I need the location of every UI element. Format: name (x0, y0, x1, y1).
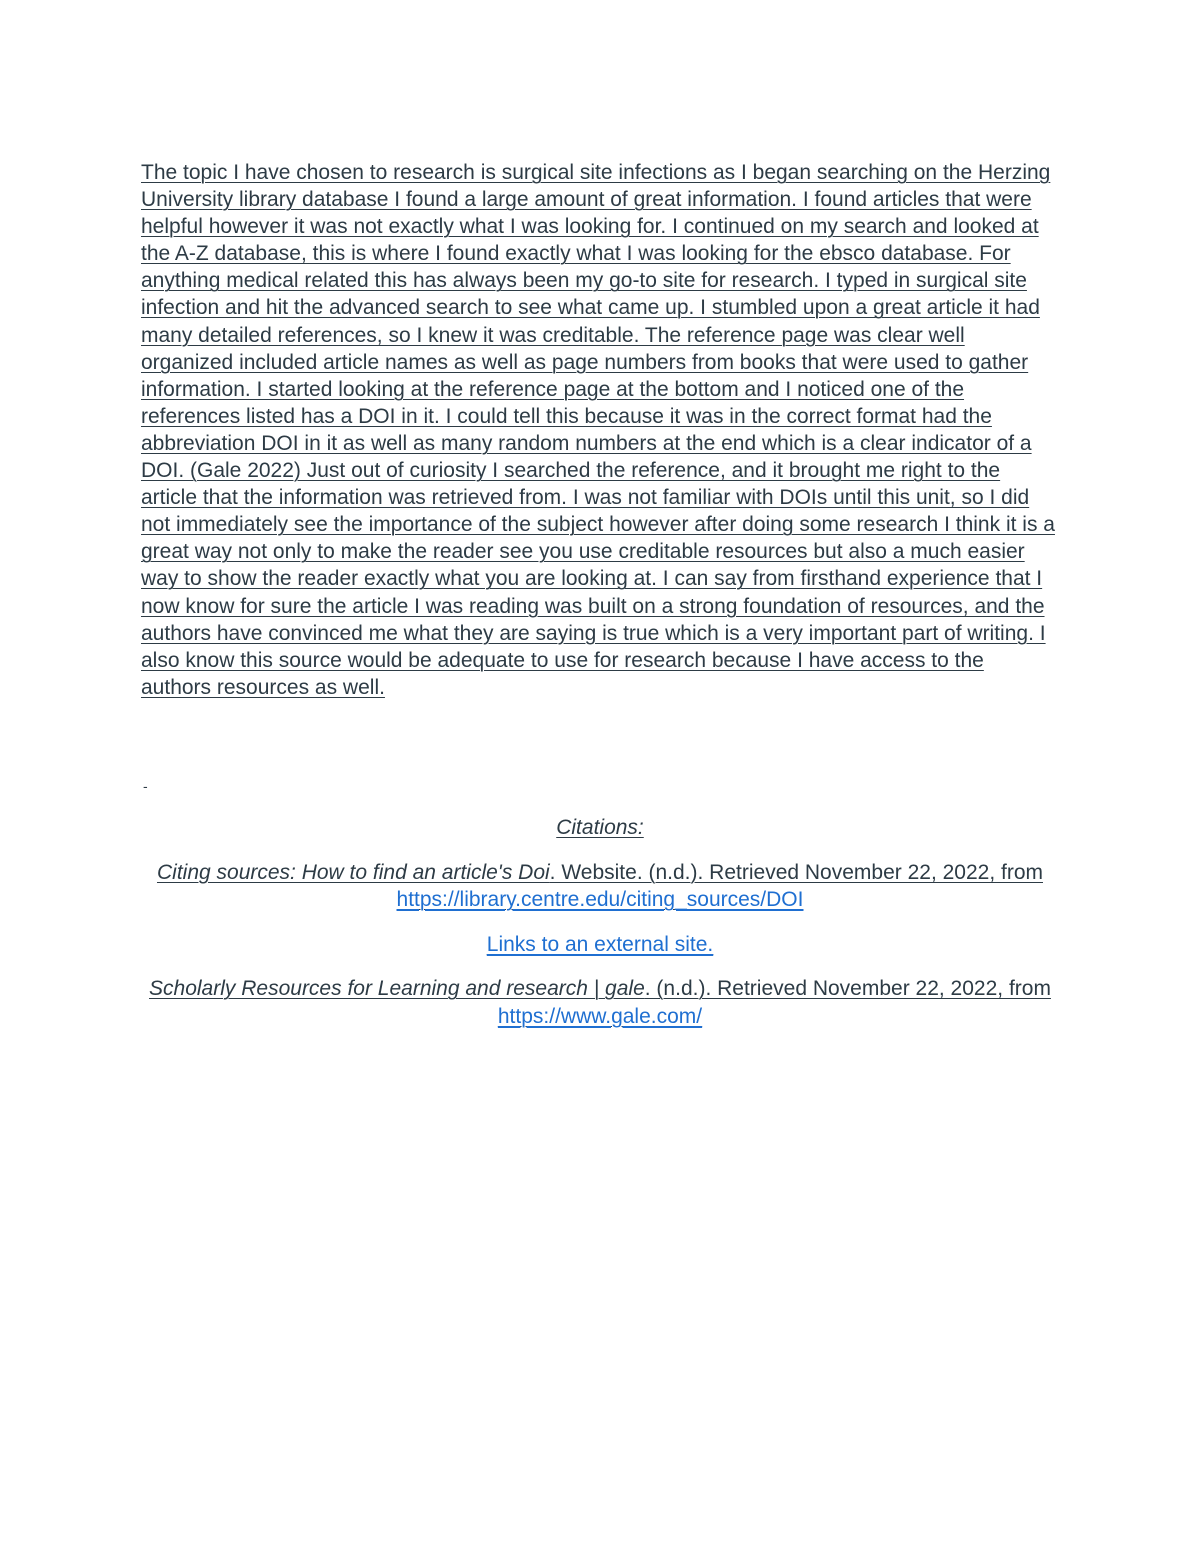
citation-entry-2 (141, 975, 1059, 1030)
citation-2-details: . (n.d.). Retrieved November 22, 2022, from (644, 977, 1051, 1000)
citation-entry-1 (141, 859, 1059, 914)
citation-1-title: Citing sources: How to find an article's Doi (156, 860, 550, 884)
body-paragraph: The topic I have chosen to research is surgical site infections as I began searching on the Herzing University library database I found a large amount of great information. I found articles that were helpful however it was not exactly what I was looking for. I continued on my search and looked at the A-Z database, this is where I found exactly what I was looking for the ebsco database. For anything medical related this has always been my go-to site for research. I typed in surgical site infection and hit the advanced search to see what came up. I stumbled upon a great article it had many detailed references, so I knew it was creditable. The reference page was clear well organized included article names as well as page numbers from books that were used to gather information. I started looking at the reference page at the bottom and I noticed one of the references listed has a DOI in it. I could tell this because it was in the correct format had the abbreviation DOI in it as well as many random numbers at the end which is a clear indicator of a DOI. (Gale 2022) Just out of curiosity I searched the reference, and it brought me right to the article that the information was retrieved from. I was not familiar with DOIs until this unit, so I did not immediately see the importance of the subject however after doing some research I think it is a great way not only to make the reader see you use creditable resources but also a much easier way to show the reader exactly what you are looking at. I can say from firsthand experience that I now know for sure the article I was reading was built on a strong foundation of resources, and the authors have convinced me what they are saying is true which is a very important part of writing. I also know this source would be adequate to use for research because I have access to the authors resources as well. (141, 161, 1055, 699)
stray-dash: - (143, 778, 148, 794)
citation-2-url-link[interactable]: https://www.gale.com/ (497, 1004, 703, 1028)
citation-1-details: . Website. (n.d.). Retrieved November 22, 2022, from (549, 860, 1043, 884)
citation-1-url-link[interactable]: https://library.centre.edu/citing_sources/DOI (396, 888, 804, 911)
citations-heading: Citations: (556, 816, 644, 839)
external-site-note (141, 931, 1059, 959)
external-site-link[interactable]: Links to an external site. (486, 932, 714, 956)
citation-2-title: Scholarly Resources for Learning and research | gale (149, 977, 645, 1000)
citations-section (141, 814, 1059, 1047)
